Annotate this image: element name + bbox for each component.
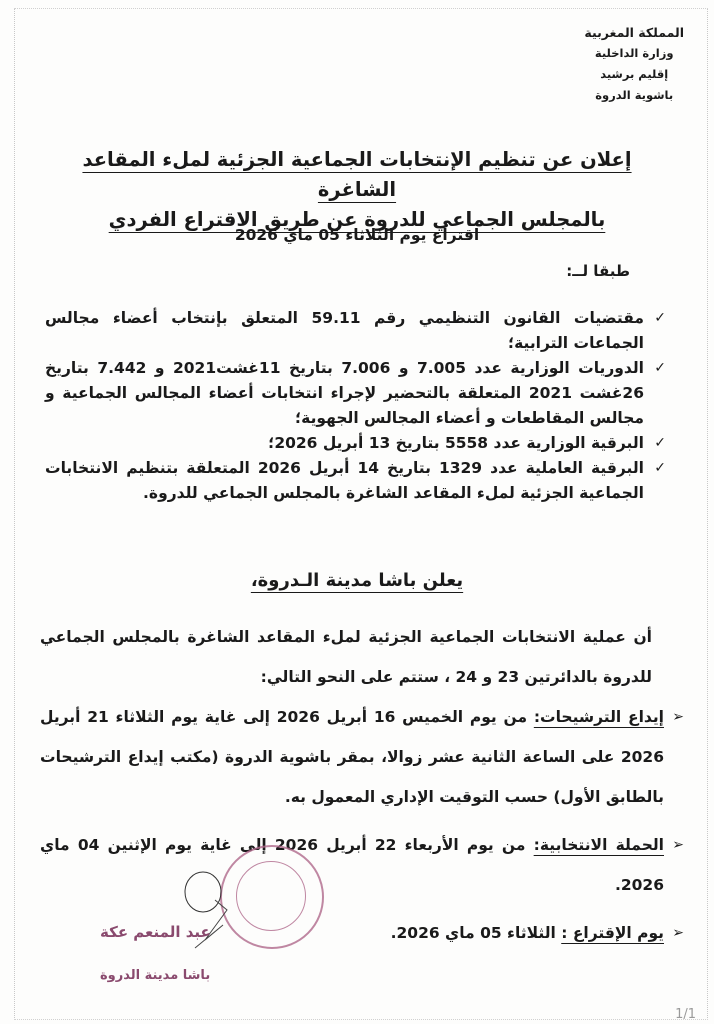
arrow-bullet-icon: ➢ [672,837,684,853]
checkmark-icon: ✓ [654,310,666,326]
reference-item: ✓ البرقية الوزارية عدد 5558 بتاريخ 13 أبريل 2026؛ [45,431,644,456]
references-list [45,306,666,506]
page-number: 1/1 [675,1007,696,1022]
reference-item: ✓ الدوريات الوزارية عدد 7.005 و 7.006 بتاريخ 11غشت2021 و 7.442 بتاريخ 26غشت 2021 المتعلقة بالتحضير لإجراء انتخابات أعضاء المجالس الجماعية و مجالس المقاطعات و أعضاء المجالس الجهوية؛ [45,356,644,431]
signer-title: باشا مدينة الدروة [100,968,211,983]
schedule-list [40,697,684,961]
arrow-bullet-icon: ➢ [672,709,684,725]
schedule-item-vote-day: ➢ يوم الإقتراع : الثلاثاء 05 ماي 2026. [40,913,664,953]
schedule-item-campaign: ➢ الحملة الانتخابية: من يوم الأربعاء 22 أبريل 2026 إلى غاية يوم الإثنين 04 ماي 2026. [40,825,664,905]
according-label: طبقا لــ: [566,262,630,280]
official-stamp [220,845,324,949]
checkmark-icon: ✓ [654,435,666,451]
checkmark-icon: ✓ [654,360,666,376]
schedule-item-candidacy: ➢ إيداع الترشيحات: من يوم الخميس 16 أبريل 2026 إلى غاية يوم الثلاثاء 21 أبريل 2026 على الساعة الثانية عشر زوالا، بمقر باشوية الدروة (مكتب إيداع الترشيحات بالطابق الأول) حسب التوقيت الإداري المعمول به. [40,697,664,817]
announcement-heading: يعلن باشا مدينة الـدروة، [250,570,464,591]
header-province: إقليم برشيد [600,67,669,81]
document-title [40,145,674,235]
reference-item: ✓ البرقية العاملية عدد 1329 بتاريخ 14 أبريل 2026 المتعلقة بتنظيم الانتخابات الجماعية الجزئية لملء المقاعد الشاغرة بالمجلس الجماعي للدروة. [45,456,644,506]
reference-item: ✓ مقتضيات القانون التنظيمي رقم 59.11 المتعلق بإنتخاب أعضاء مجالس الجماعات الترابية؛ [45,306,644,356]
checkmark-icon: ✓ [654,460,666,476]
header-pashalik: باشوية الدروة [595,88,674,102]
election-date-subtitle: اقتراع يوم الثلاثاء 05 ماي 2026 [234,226,480,244]
header-ministry: وزارة الداخلية [594,46,674,60]
title-line-1: إعلان عن تنظيم الإنتخابات الجماعية الجزئية لملء المقاعد الشاغرة [82,148,632,201]
signer-name: عبد المنعم عكة [100,923,211,941]
header-kingdom: المملكة المغربية [584,25,684,40]
arrow-bullet-icon: ➢ [672,925,684,941]
letterhead [584,22,684,106]
intro-paragraph: أن عملية الانتخابات الجماعية الجزئية لملء المقاعد الشاغرة بالمجلس الجماعي للدروة بالدائرتين 23 و 24 ، ستتم على النحو التالي: [40,628,652,686]
title-line-2: بالمجلس الجماعي للدروة عن طريق الاقتراع الفردي [108,208,606,231]
